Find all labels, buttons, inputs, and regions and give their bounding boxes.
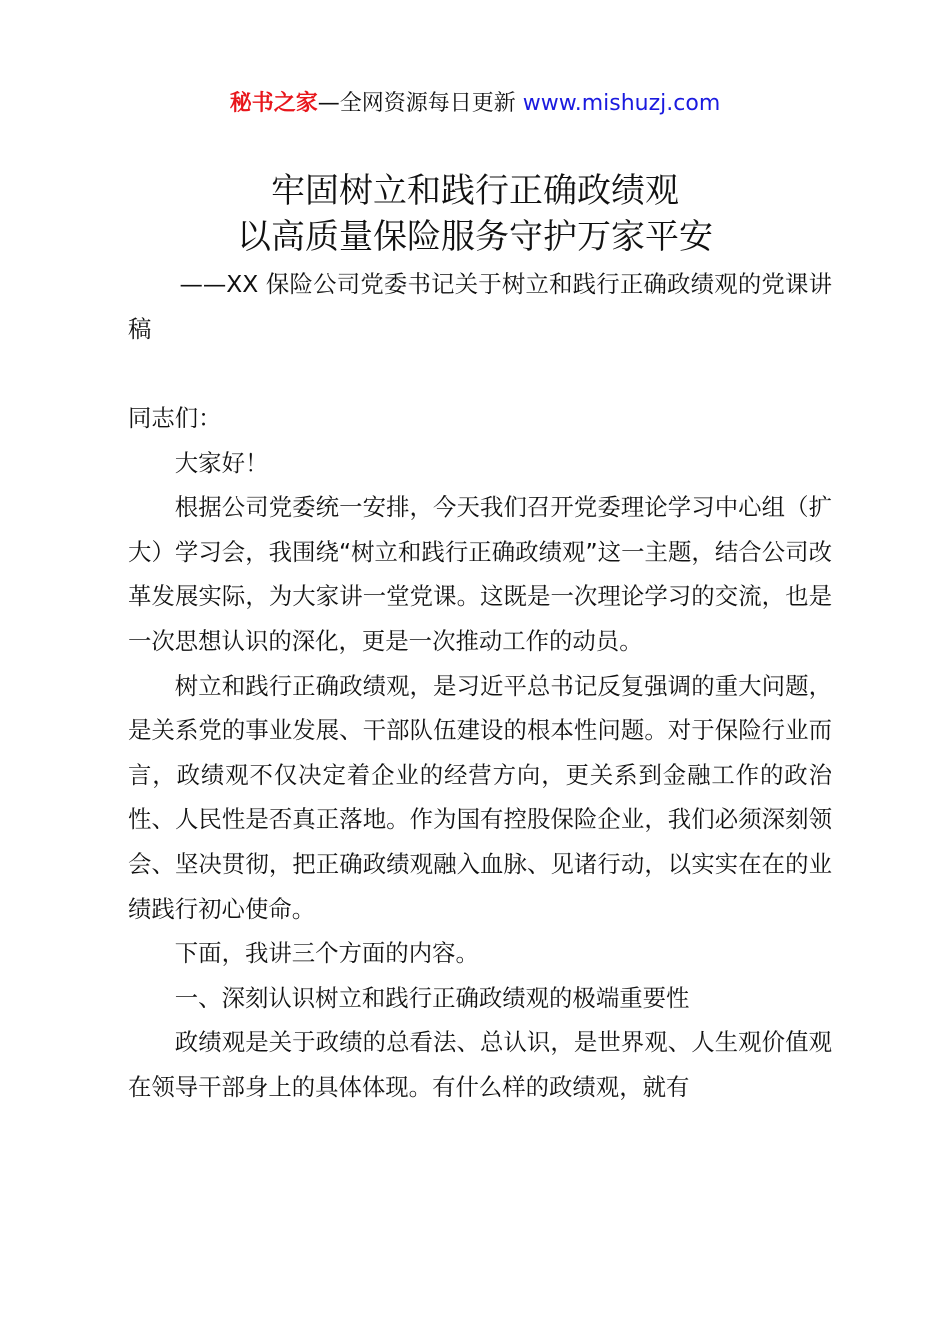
paragraph: 政绩观是关于政绩的总看法、总认识，是世界观、人生观价值观在领导干部身上的具体体现。有什么样的政绩观，就有	[128, 1028, 832, 1101]
paragraph: 根据公司党委统一安排，今天我们召开党委理论学习中心组（扩大）学习会，我围绕“树立和践行正确政绩观”这一主题，结合公司改革发展实际，为大家讲一堂党课。这既是一次理论学习的交流，也是一次思想认识的深化，更是一次推动工作的动员。	[128, 493, 832, 655]
header-tagline: —全网资源每日更新	[317, 91, 523, 116]
brand-name: 秘书之家	[229, 91, 318, 116]
salutation: 同志们：	[128, 404, 222, 432]
title-line-1: 牢固树立和践行正确政绩观	[271, 171, 679, 211]
document-title	[0, 168, 950, 260]
section-heading: 一、深刻认识树立和践行正确政绩观的极端重要性	[174, 983, 690, 1012]
site-url[interactable]: www.mishuzj.com	[522, 91, 721, 116]
paragraph: 下面，我讲三个方面的内容。	[174, 939, 479, 968]
paragraph: 大家好！	[174, 448, 269, 477]
site-header	[0, 88, 950, 120]
paragraph: 树立和践行正确政绩观，是习近平总书记反复强调的重大问题，是关系党的事业发展、干部队伍建设的根本性问题。对于保险行业而言，政绩观不仅决定着企业的经营方向，更关系到金融工作的政治性、人民性是否真正落地。作为国有控股保险企业，我们必须深刻领会、坚决贯彻，把正确政绩观融入血脉、见诸行动，以实实在在的业绩践行初心使命。	[128, 671, 832, 923]
document-subtitle: ——XX 保险公司党委书记关于树立和践行正确政绩观的党课讲稿	[128, 270, 832, 343]
title-line-2: 以高质量保险服务守护万家平安	[237, 217, 713, 257]
document-body	[128, 396, 832, 1110]
